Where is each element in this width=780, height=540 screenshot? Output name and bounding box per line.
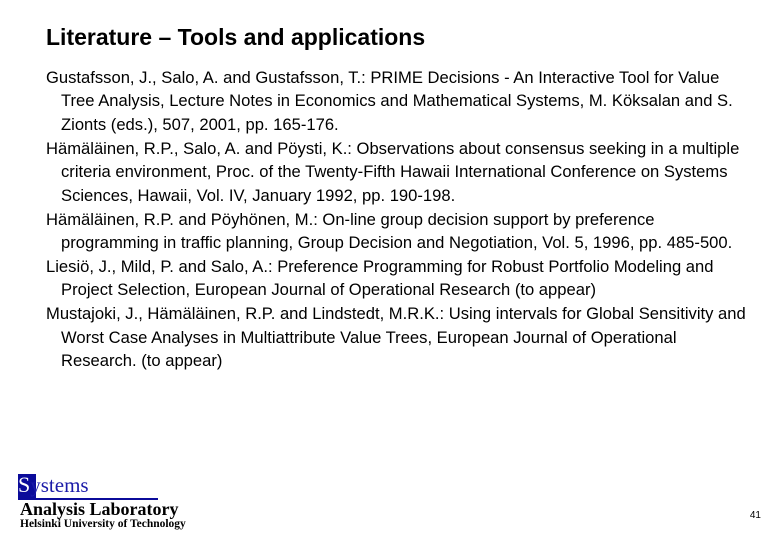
logo-systems-initial: S [18,472,31,497]
reference-item: Mustajoki, J., Hämäläinen, R.P. and Lindstedt, M.R.K.: Using intervals for Global Sensitivity and Worst Case Analyses in Multiattribute Value Trees, European Journal of Operational Research. (to appear) [46,304,746,371]
logo-systems-text [18,472,89,498]
page-number: 41 [749,510,761,521]
reference-item: Hämäläinen, R.P., Salo, A. and Pöysti, K.: Observations about consensus seeking in a multiple criteria environment, Proc. of the Twenty-Fifth Hawaii International Conference on Systems Sciences, Hawaii, Vol. IV, January 1992, pp. 190-198. [46,138,740,205]
reference-item: Hämäläinen, R.P. and Pöyhönen, M.: On-line group decision support by preference programming in traffic planning, Group Decision and Negotiation, Vol. 5, 1996, pp. 485-500. [46,209,733,253]
logo-systems-rest: ystems [30,473,89,497]
logo-university-name: Helsinki University of Technology [20,518,186,530]
reference-list [46,66,746,373]
logo-lab-name: Analysis Laboratory [20,499,179,519]
reference-item: Liesiö, J., Mild, P. and Salo, A.: Preference Programming for Robust Portfolio Modeling and Project Selection, European Journal of Operational Research (to appear) [46,257,714,300]
slide-title: Literature – Tools and applications [46,24,426,50]
logo-systems-block [18,474,158,498]
reference-item: Gustafsson, J., Salo, A. and Gustafsson, T.: PRIME Decisions - An Interactive Tool for Value Tree Analysis, Lecture Notes in Economics and Mathematical Systems, M. Köksalan and S. Zionts (eds.), 507, 2001, pp. 165-176. [46,68,733,134]
